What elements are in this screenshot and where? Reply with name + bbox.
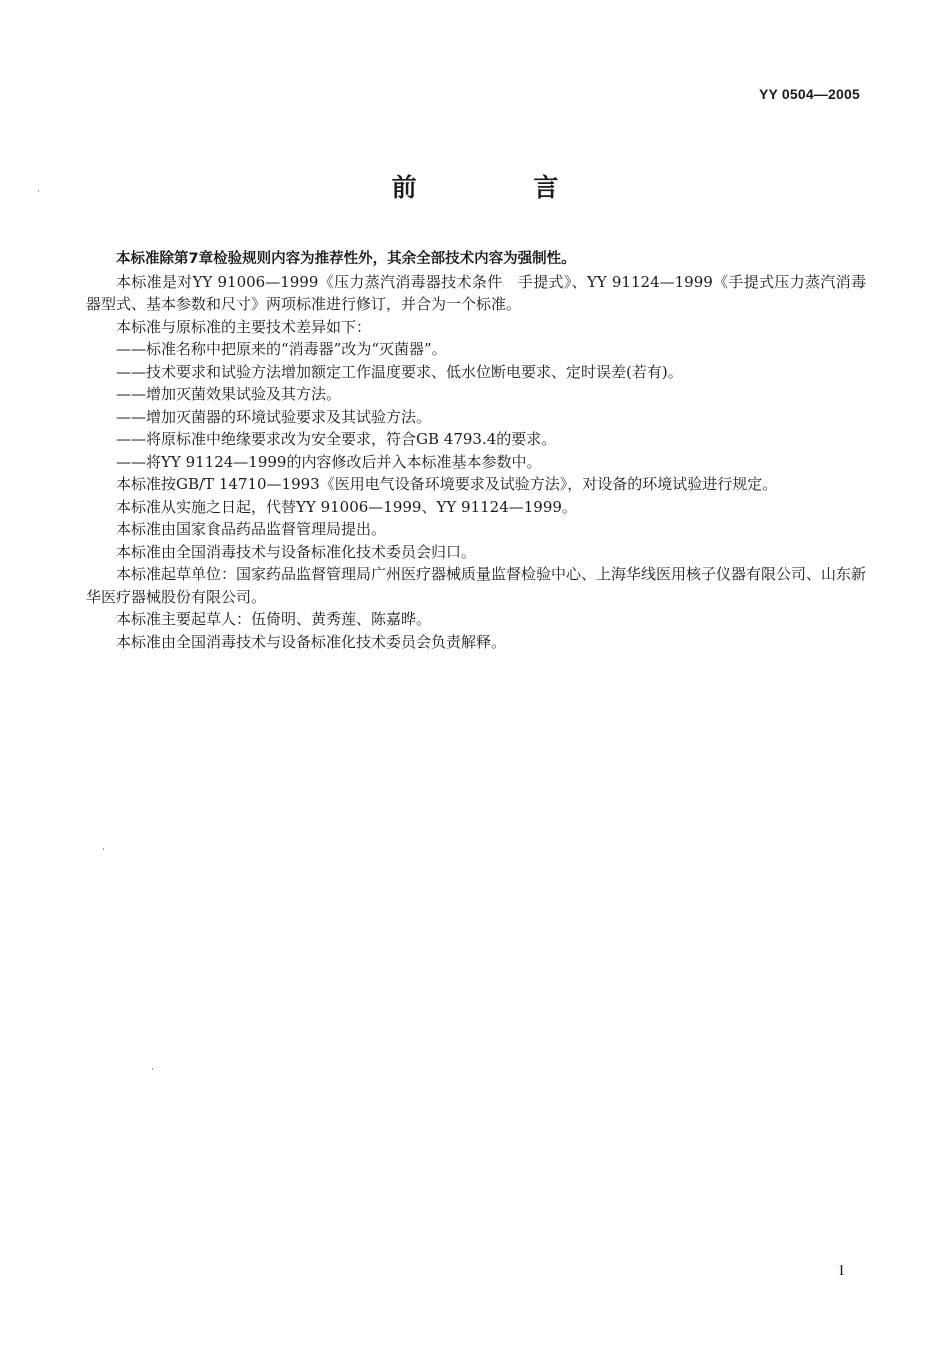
paragraph-drafting-units: 本标准起草单位：国家药品监督管理局广州医疗器械质量监督检验中心、上海华线医用核子仪器有限公司、山东新华医疗器械股份有限公司。 <box>86 565 867 606</box>
paragraph-differences-intro: 本标准与原标准的主要技术差异如下： <box>116 317 372 336</box>
paragraph-centralized-by: 本标准由全国消毒技术与设备标准化技术委员会归口。 <box>116 542 477 561</box>
document-code: YY 0504—2005 <box>758 86 860 102</box>
scan-speck <box>103 848 104 850</box>
difference-item: ——增加灭菌器的环境试验要求及其试验方法。 <box>116 407 432 426</box>
paragraph-drafters: 本标准主要起草人：伍倚明、黄秀莲、陈嘉晔。 <box>116 610 432 628</box>
foreword-body <box>86 248 866 653</box>
difference-item: ——将原标准中绝缘要求改为安全要求，符合GB 4793.4的要求。 <box>116 430 557 448</box>
page-number: I <box>839 1263 844 1279</box>
paragraph-environment-test: 本标准按GB/T 14710—1993《医用电气设备环境要求及试验方法》，对设备的环境试验进行规定。 <box>116 475 778 493</box>
difference-item: ——将YY 91124—1999的内容修改后并入本标准基本参数中。 <box>116 452 542 471</box>
scan-speck <box>38 190 39 192</box>
scan-speck <box>152 1068 153 1070</box>
difference-item: ——增加灭菌效果试验及其方法。 <box>116 385 342 403</box>
paragraph-proposed-by: 本标准由国家食品药品监督管理局提出。 <box>116 520 387 538</box>
paragraph-replaces: 本标准从实施之日起，代替YY 91006—1999、YY 91124—1999。 <box>116 497 577 516</box>
difference-item: ——标准名称中把原来的“消毒器”改为“灭菌器”。 <box>116 340 447 358</box>
difference-item: ——技术要求和试验方法增加额定工作温度要求、低水位断电要求、定时误差(若有)。 <box>116 362 683 381</box>
paragraph-mandatory-statement: 本标准除第7章检验规则内容为推荐性外，其余全部技术内容为强制性。 <box>116 251 576 267</box>
paragraph-interpretation: 本标准由全国消毒技术与设备标准化技术委员会负责解释。 <box>116 632 507 651</box>
page-title: 前 言 <box>391 173 613 202</box>
paragraph-revision: 本标准是对YY 91006—1999《压力蒸汽消毒器技术条件 手提式》、YY 91124—1999《手提式压力蒸汽消毒器型式、基本参数和尺寸》两项标准进行修订，并合为一个标准。 <box>86 272 866 313</box>
